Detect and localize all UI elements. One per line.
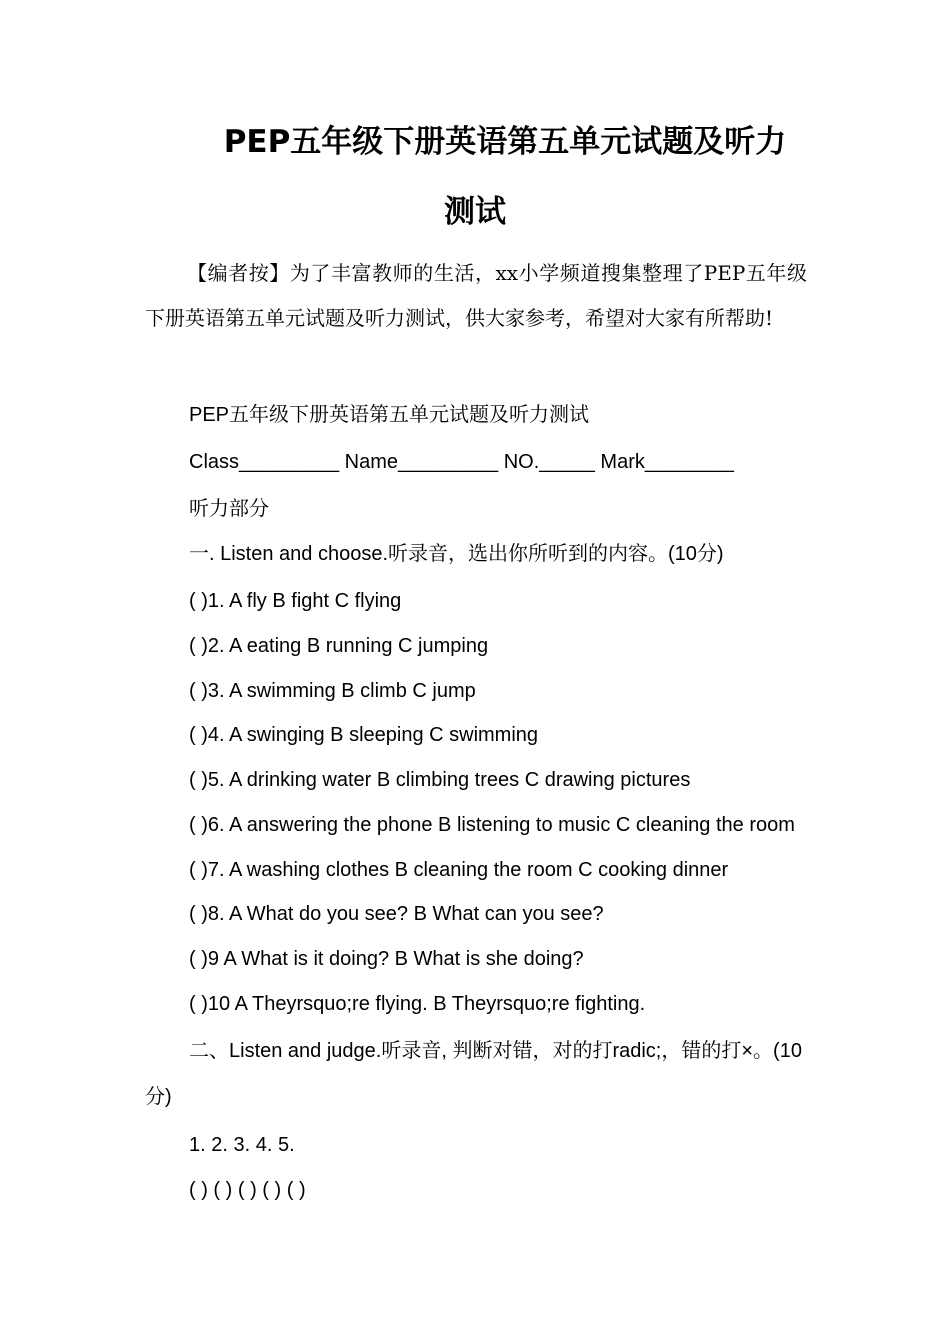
question-5: ( )5. A drinking water B climbing trees C drawing pictures	[189, 769, 691, 791]
question-2: ( )2. A eating B running C jumping	[189, 635, 489, 657]
part2-answer-brackets: ( ) ( ) ( ) ( ) ( )	[189, 1179, 306, 1201]
part1-heading: 一. Listen and choose.听录音，选出你所听到的内容。(10分)	[189, 543, 724, 565]
subtitle: PEP五年级下册英语第五单元试题及听力测试	[189, 404, 590, 426]
question-9: ( )9 A What is it doing? B What is she doing?	[189, 948, 584, 970]
question-3: ( )3. A swimming B climb C jump	[189, 680, 476, 702]
part2-numbers: 1. 2. 3. 4. 5.	[189, 1134, 295, 1156]
question-1: ( )1. A fly B fight C flying	[189, 590, 402, 612]
editor-note: 【编者按】为了丰富教师的生活，xx小学频道搜集整理了PEP五年级下册英语第五单元试题及听力测试，供大家参考，希望对大家有所帮助!	[145, 261, 807, 330]
part2-heading: 二、Listen and judge.听录音, 判断对错，对的打radic;，错的打×。(10分)	[145, 1040, 802, 1108]
question-7: ( )7. A washing clothes B cleaning the room C cooking dinner	[189, 859, 729, 881]
question-4: ( )4. A swinging B sleeping C swimming	[189, 724, 539, 746]
document-title-line2: 测试	[444, 194, 506, 230]
document-title-line1: PEP五年级下册英语第五单元试题及听力	[223, 124, 787, 160]
student-info-line: Class_________ Name_________ NO._____ Mark________	[189, 451, 734, 473]
question-10: ( )10 A Theyrsquo;re flying. B Theyrsquo;re fighting.	[189, 993, 646, 1015]
question-6: ( )6. A answering the phone B listening to music C cleaning the room	[189, 814, 795, 836]
question-8: ( )8. A What do you see? B What can you see?	[189, 903, 604, 925]
section-listening-heading: 听力部分	[189, 496, 269, 520]
